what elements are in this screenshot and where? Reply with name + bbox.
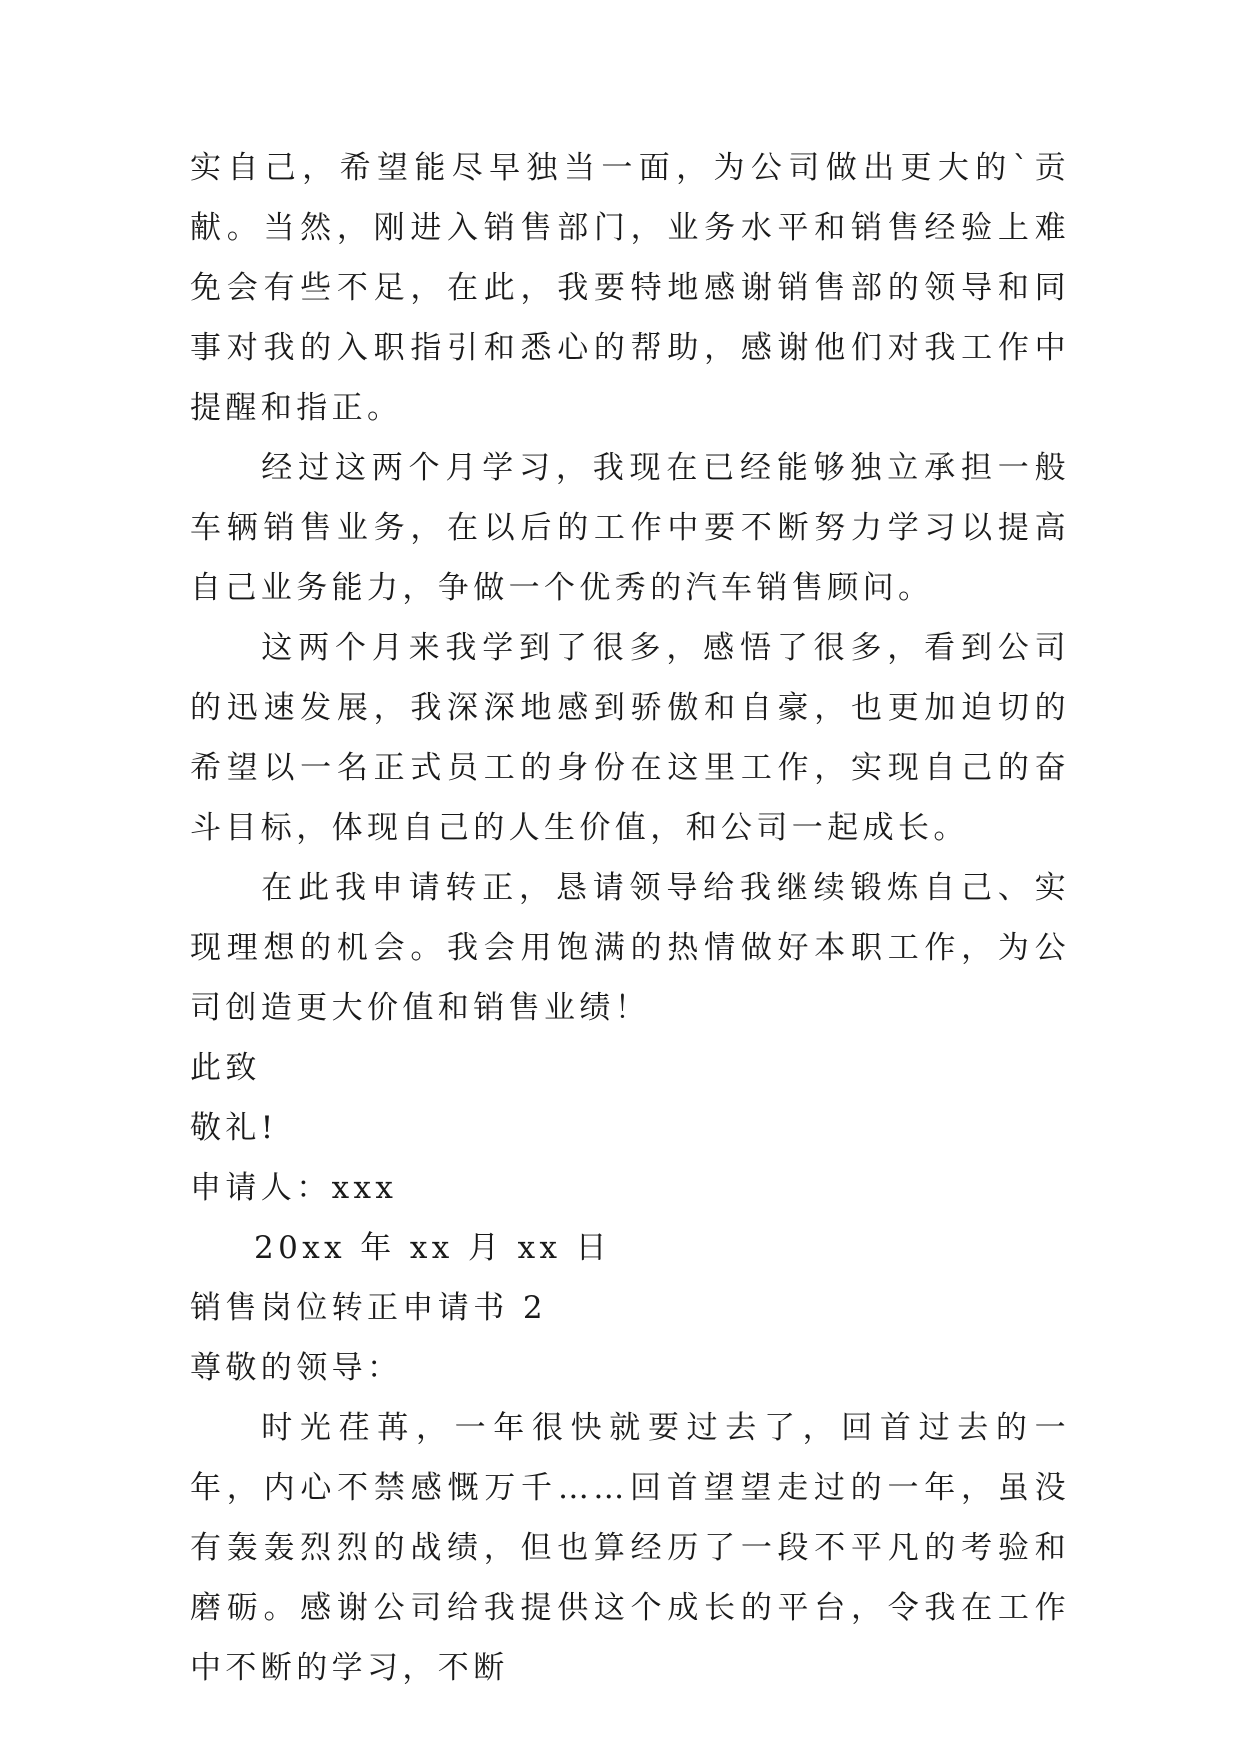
paragraph-continuation: 实自己，希望能尽早独当一面，为公司做出更大的`贡献。当然，刚进入销售部门，业务水平和销售经验上难免会有些不足，在此，我要特地感谢销售部的领导和同事对我的入职指引和悉心的帮助，感谢他们对我工作中提醒和指正。 — [190, 150, 1070, 426]
paragraph-learning: 经过这两个月学习，我现在已经能够独立承担一般车辆销售业务，在以后的工作中要不断努力学习以提高自己业务能力，争做一个优秀的汽车销售顾问。 — [190, 450, 1070, 606]
applicant-line: 申请人：xxx — [190, 1170, 398, 1206]
document-page — [190, 138, 1070, 1698]
date-line: 20xx 年 xx 月 xx 日 — [254, 1230, 612, 1266]
section-title: 销售岗位转正申请书 2 — [190, 1290, 547, 1326]
closing-line-2: 敬礼! — [190, 1110, 278, 1146]
paragraph-request: 在此我申请转正，恳请领导给我继续锻炼自己、实现理想的机会。我会用饱满的热情做好本职工作，为公司创造更大价值和销售业绩！ — [190, 870, 1070, 1026]
paragraph-opening: 时光荏苒，一年很快就要过去了，回首过去的一年，内心不禁感慨万千……回首望望走过的一年，虽没有轰轰烈烈的战绩，但也算经历了一段不平凡的考验和磨砺。感谢公司给我提供这个成长的平台，令我在工作中不断的学习，不断 — [190, 1410, 1070, 1686]
salutation: 尊敬的领导： — [190, 1350, 403, 1386]
closing-line-1: 此致 — [190, 1050, 261, 1086]
paragraph-growth: 这两个月来我学到了很多，感悟了很多，看到公司的迅速发展，我深深地感到骄傲和自豪，也更加迫切的希望以一名正式员工的身份在这里工作，实现自己的奋斗目标，体现自己的人生价值，和公司一起成长。 — [190, 630, 1070, 846]
